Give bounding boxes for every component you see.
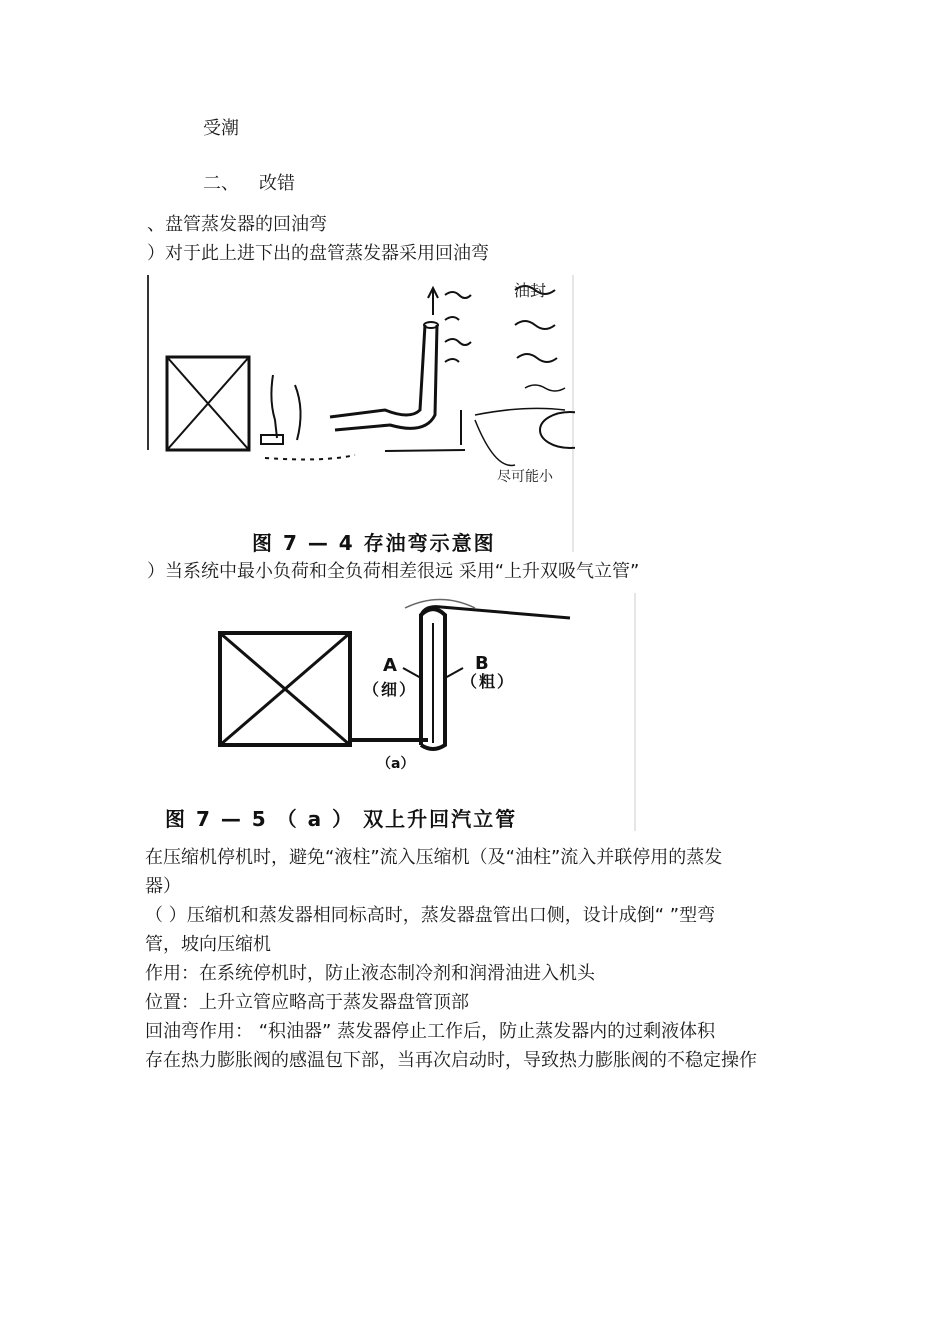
item-1-text: ）对于此上进下出的盘管蒸发器采用回油弯	[147, 243, 489, 264]
figure-double-riser	[145, 593, 640, 833]
section-number: 二、	[203, 173, 239, 194]
subheading-oil-return-bend: 、盘管蒸发器的回油弯	[147, 214, 327, 235]
para-2-line-1: （ ）压缩机和蒸发器相同标高时，蒸发器盘管出口侧，设计成倒“ ”型弯	[145, 905, 716, 926]
figure-oil-trap	[145, 270, 575, 555]
subfigure-label: （a）	[377, 756, 415, 772]
para-function: 作用：在系统停机时，防止液态制冷剂和润滑油进入机头	[145, 963, 595, 984]
riser-a-sub: （细）	[363, 680, 418, 699]
riser-b-label: B	[475, 653, 491, 674]
text-line-1: 受潮	[203, 118, 239, 139]
hand-note-oil-seal: 油封	[514, 281, 547, 300]
para-1-line-2: 器）	[145, 876, 181, 897]
riser-a-label: A	[383, 655, 399, 676]
para-oil-return-function-2: 存在热力膨胀阀的感温包下部，当再次启动时，导致热力膨胀阀的不稳定操作	[145, 1050, 757, 1071]
section-heading: 改错	[259, 173, 295, 194]
hand-note-small: 尽可能小	[497, 469, 553, 485]
para-oil-return-function: 回油弯作用： “积油器” 蒸发器停止工作后，防止蒸发器内的过剩液体积	[145, 1021, 716, 1042]
figure-double-riser-caption: 图 7 — 5 （ a ） 双上升回汽立管	[165, 807, 518, 831]
para-position: 位置：上升立管应略高于蒸发器盘管顶部	[145, 992, 469, 1013]
figure-double-riser-drawing	[145, 593, 640, 833]
para-1-line-1: 在压缩机停机时，避免“液柱”流入压缩机（及“油柱”流入并联停用的蒸发	[145, 847, 723, 868]
para-2-line-2: 管，坡向压缩机	[145, 934, 271, 955]
figure-oil-trap-caption: 图 7 — 4 存油弯示意图	[252, 531, 496, 555]
item-2-text: ）当系统中最小负荷和全负荷相差很远 采用“上升双吸气立管”	[147, 561, 640, 582]
riser-b-sub: （粗）	[461, 672, 516, 691]
figure-oil-trap-drawing	[145, 270, 575, 555]
